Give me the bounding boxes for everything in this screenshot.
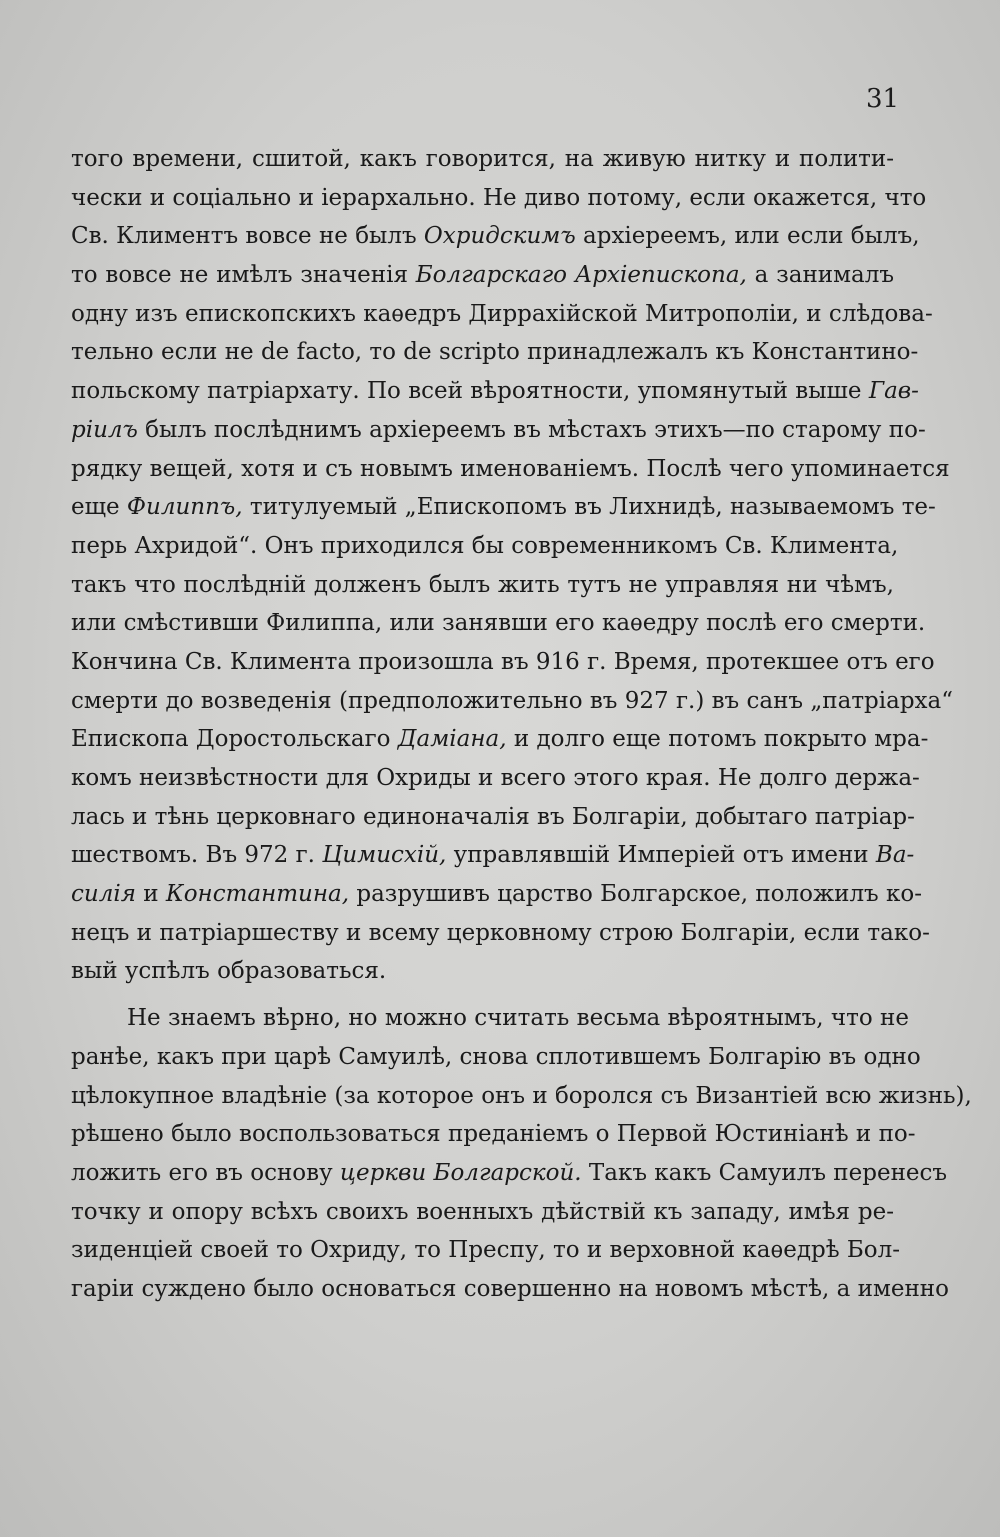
text-line: гаріи суждено было основаться совершенно на новомъ мѣстѣ, а именно — [71, 1275, 949, 1302]
text-line: смерти до возведенія (предположительно въ 927 г.) въ санъ „патріарха“ — [71, 687, 953, 714]
text-line: такъ что послѣдній долженъ былъ жить тутъ не управляя ни чѣмъ, — [71, 571, 894, 598]
text-line: ріилъ былъ послѣднимъ архіереемъ въ мѣстахъ этихъ—по старому по- — [71, 416, 926, 443]
text-line: комъ неизвѣстности для Охриды и всего этого края. Не долго держа- — [71, 765, 920, 791]
text-line: вый успѣлъ образоваться. — [71, 958, 387, 985]
page-number: 31 — [866, 84, 900, 114]
italic-term: Охридскимъ — [423, 223, 576, 250]
text-line: рядку вещей, хотя и съ новымъ именованіемъ. Послѣ чего упоминается — [71, 455, 950, 482]
text-line: тельно если не de facto, то de scripto принадлежалъ къ Константино- — [71, 339, 919, 366]
text-line: цѣлокупное владѣніе (за которое онъ и боролся съ Византіей всю жизнь), — [71, 1082, 972, 1109]
text-line: чески и соціально и іерархально. Не диво потому, если окажется, что — [71, 184, 927, 211]
paragraph — [71, 140, 953, 991]
text-line: силія и Константина, разрушивъ царство Болгарское, положилъ ко- — [71, 881, 922, 908]
text-line: зиденціей своей то Охриду, то Преспу, то и верховной каѳедрѣ Бол- — [71, 1237, 901, 1264]
italic-term: ріилъ — [71, 416, 138, 443]
italic-term: Болгарскаго Архіепископа, — [415, 262, 747, 289]
text-line: одну изъ епископскихъ каѳедръ Диррахійской Митрополіи, и слѣдова- — [71, 300, 933, 327]
text-line: еще Филиппъ, титулуемый „Епископомъ въ Лихнидѣ, называемомъ те- — [71, 494, 936, 521]
paragraph-gap — [71, 991, 894, 999]
text-line: шествомъ. Въ 972 г. Цимисхій, управлявшій Имперіей отъ имени Ва- — [71, 842, 915, 869]
italic-term: Гав- — [868, 378, 919, 405]
text-line: перь Ахридой“. Онъ приходился бы современникомъ Св. Климента, — [71, 532, 899, 559]
italic-term: Дамiана, — [397, 726, 507, 753]
text-line: польскому патріархату. По всей вѣроятности, упомянутый выше Гав- — [71, 378, 919, 405]
italic-term: Филиппъ, — [126, 494, 243, 521]
text-line: нецъ и патріаршеству и всему церковному строю Болгаріи, если тако- — [71, 919, 930, 946]
body-text — [71, 140, 972, 1309]
text-line: ранѣе, какъ при царѣ Самуилѣ, снова сплотившемъ Болгарію въ одно — [71, 1043, 921, 1070]
text-line: Св. Климентъ вовсе не былъ Охридскимъ архіереемъ, или если былъ, — [71, 223, 920, 250]
italic-term: Цимисхій, — [322, 842, 447, 869]
paragraph — [71, 999, 972, 1309]
italic-term: церкви Болгарской. — [339, 1159, 582, 1186]
text-line: то вовсе не имѣлъ значенія Болгарскаго Архіепископа, а занималъ — [71, 262, 894, 289]
text-line: рѣшено было воспользоваться преданіемъ о Первой Юстиніанѣ и по- — [71, 1121, 916, 1148]
text-line: лась и тѣнь церковнаго единоначалія въ Болгаріи, добытаго патріар- — [71, 803, 915, 830]
text-line: или смѣстивши Филиппа, или занявши его каѳедру послѣ его смерти. — [71, 610, 926, 637]
italic-term: Константина, — [165, 881, 350, 908]
text-line: Не знаемъ вѣрно, но можно считать весьма вѣроятнымъ, что не — [127, 1005, 909, 1032]
italic-term: Ва- — [875, 842, 915, 869]
text-line: ложить его въ основу церкви Болгарской. Такъ какъ Самуилъ перенесъ — [71, 1159, 948, 1186]
italic-term: силія — [71, 881, 136, 908]
text-line: Епископа Доростольскаго Дамiана, и долго еще потомъ покрыто мра- — [71, 726, 929, 753]
text-line: точку и опору всѣхъ своихъ военныхъ дѣйствій къ западу, имѣя ре- — [71, 1198, 894, 1225]
text-line: того времени, сшитой, какъ говорится, на живую нитку и полити- — [71, 146, 894, 172]
text-line: Кончина Св. Климента произошла въ 916 г. Время, протекшее отъ его — [71, 648, 935, 675]
